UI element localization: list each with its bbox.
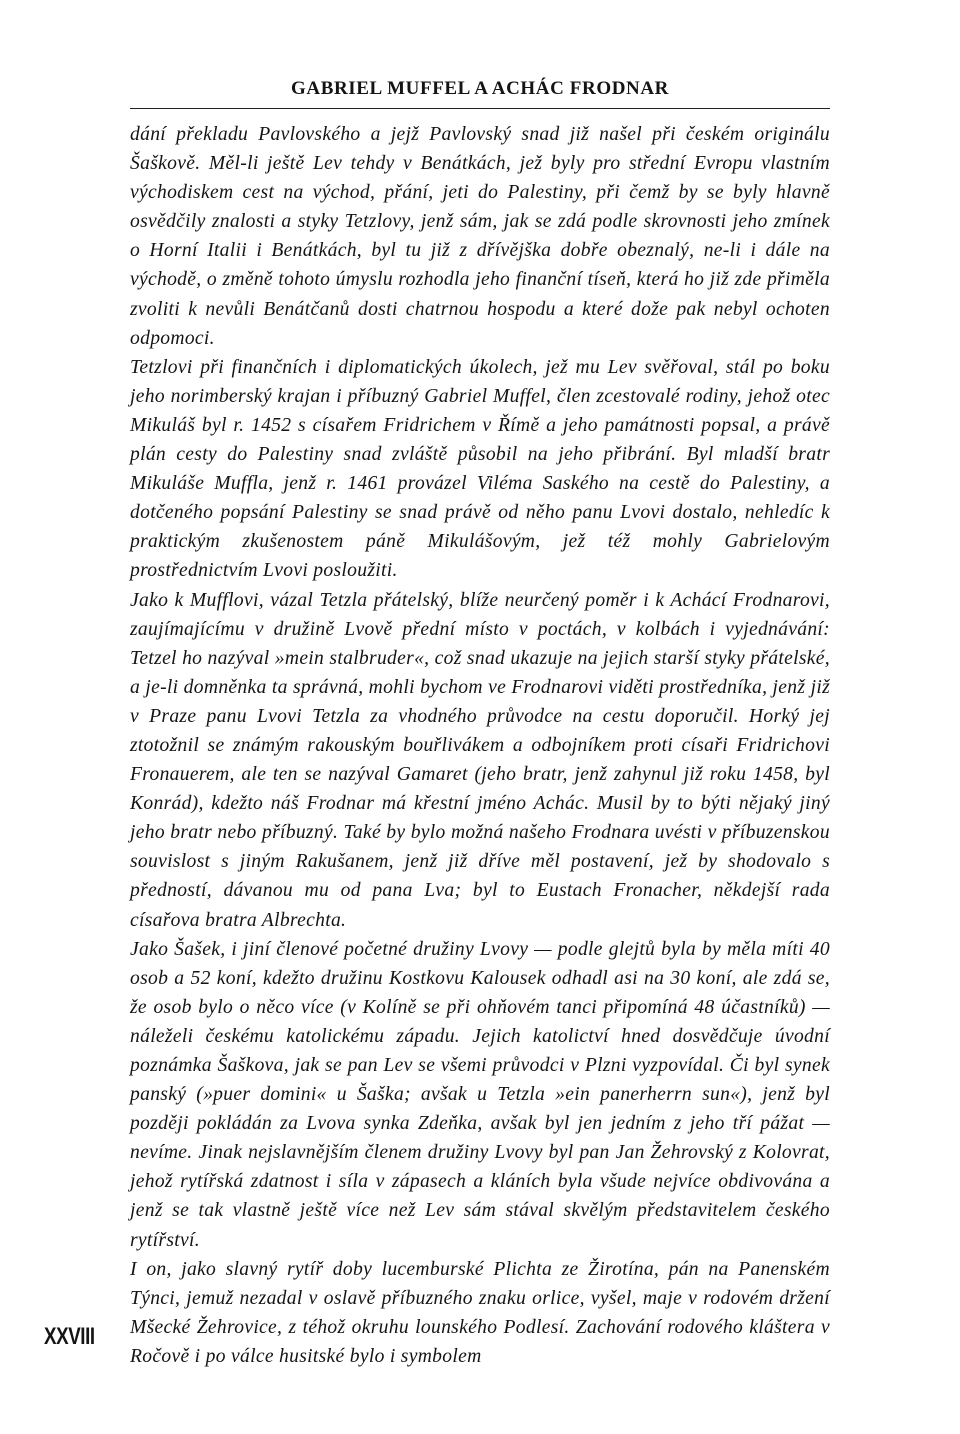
page-number: XXVIII (44, 1323, 95, 1350)
paragraph: dání překladu Pavlovského a jejž Pavlovský snad již našel při českém originálu Šaškově. Měl-li ještě Lev tehdy v Benátkách, jež byly pro střední Evropu vlastním východiskem cest na východ, přání, jeti do Palestiny, při čemž by se byly hlavně osvědčily znalosti a styky Tetzlovy, jenž sám, jak se zdá podle skrovnosti jeho zmínek o Horní Italii i Benátkách, byl tu již z dřívějška dobře obeznalý, ne-li i dále na východě, o změně tohoto úmyslu rozhodla jeho finanční tíseň, která ho již zde přiměla zvoliti k nevůli Benátčanů dosti chatrnou hospodu a které dože pak nebyl ochoten odpomoci. (130, 124, 830, 349)
paragraph: Tetzlovi při finančních i diplomatických úkolech, jež mu Lev svěřoval, stál po boku jeho norimberský krajan i příbuzný Gabriel Muffel, člen zcestovalé rodiny, jehož otec Mikuláš byl r. 1452 s císařem Fridrichem v Římě a jeho památnosti popsal, a právě plán cesty do Palestiny snad zvláště působil na jeho přibrání. Byl mladší bratr Mikuláše Muffla, jenž r. 1461 provázel Viléma Saského na cestě do Palestiny, a dotčeného popsání Palestiny se snad právě od něho panu Lvovi dostalo, nehledíc k praktickým zkušenostem páně Mikulášovým, jež též mohly Gabrielovým prostřednictvím Lvovi posloužiti. (130, 356, 830, 582)
running-title: GABRIEL MUFFEL A ACHÁC FRODNAR (291, 78, 669, 99)
paragraph: I on, jako slavný rytíř doby lucemburské Plichta ze Žirotína, pán na Panenském Týnci, jemuž nezadal v oslavě příbuzného znaku orlice, vyšel, maje v rodovém držení Mšecké Žehrovice, z téhož okruhu lounského Podlesí. Zachování rodového kláštera v Ročově i po válce husitské bylo i symbolem (130, 1258, 830, 1367)
header-rule (130, 108, 830, 109)
paragraph: Jako Šašek, i jiní členové početné družiny Lvovy — podle glejtů byla by měla míti 40 osob a 52 koní, kdežto družinu Kostkovu Kalousek odhadl asi na 30 koní, ale zdá se, že osob bylo o něco více (v Kolíně se při ohňovém tanci připomíná 48 účastníků) — náleželi českému katolickému západu. Jejich katolictví hned dosvědčuje úvodní poznámka Šaškova, jak se pan Lev se všemi průvodci v Plzni vyzpovídal. Či byl synek panský (»puer domini« u Šaška; avšak u Tetzla »ein panerherrn sun«), jenž byl později pokládán za Lvova synka Zdeňka, avšak byl jen jedním z jeho tří pážat — nevíme. Jinak nejslavnějším členem družiny Lvovy byl pan Jan Žehrovský z Kolovrat, jehož rytířská zdatnost i síla v zápasech a kláních byla všude nejvíce obdivována a jenž se tak vlastně ještě více než Lev sám stával skvělým představitelem českého rytířství. (130, 938, 830, 1251)
body-text (130, 120, 830, 1371)
paragraph: Jako k Mufflovi, vázal Tetzla přátelský, blíže neurčený poměr i k Achácí Frodnarovi, zaujímajícímu v družině Lvově přední místo v poctách, v kolbách i vyjednávání: Tetzel ho nazýval »mein stalbruder«, což snad ukazuje na jejich starší styky přátelské, a je-li domněnka ta správná, mohli bychom ve Frodnarovi viděti prostředníka, jenž již v Praze panu Lvovi Tetzla za vhodného průvodce na cestu doporučil. Horký jej ztotožnil se známým rakouským bouřlivákem a odbojníkem proti císaři Fridrichovi Fronauerem, ale ten se nazýval Gamaret (jeho bratr, jenž zahynul již roku 1458, byl Konrád), kdežto náš Frodnar má křestní jméno Achác. Musil by to býti nějaký jiný jeho bratr nebo příbuzný. Také by bylo možná našeho Frodnara uvésti v příbuzenskou souvislost s jiným Rakušanem, jenž již dříve měl postavení, jež by shodovalo s předností, dávanou mu od pana Lva; byl to Eustach Fronacher, někdejší rada císařova bratra Albrechta. (130, 589, 830, 931)
